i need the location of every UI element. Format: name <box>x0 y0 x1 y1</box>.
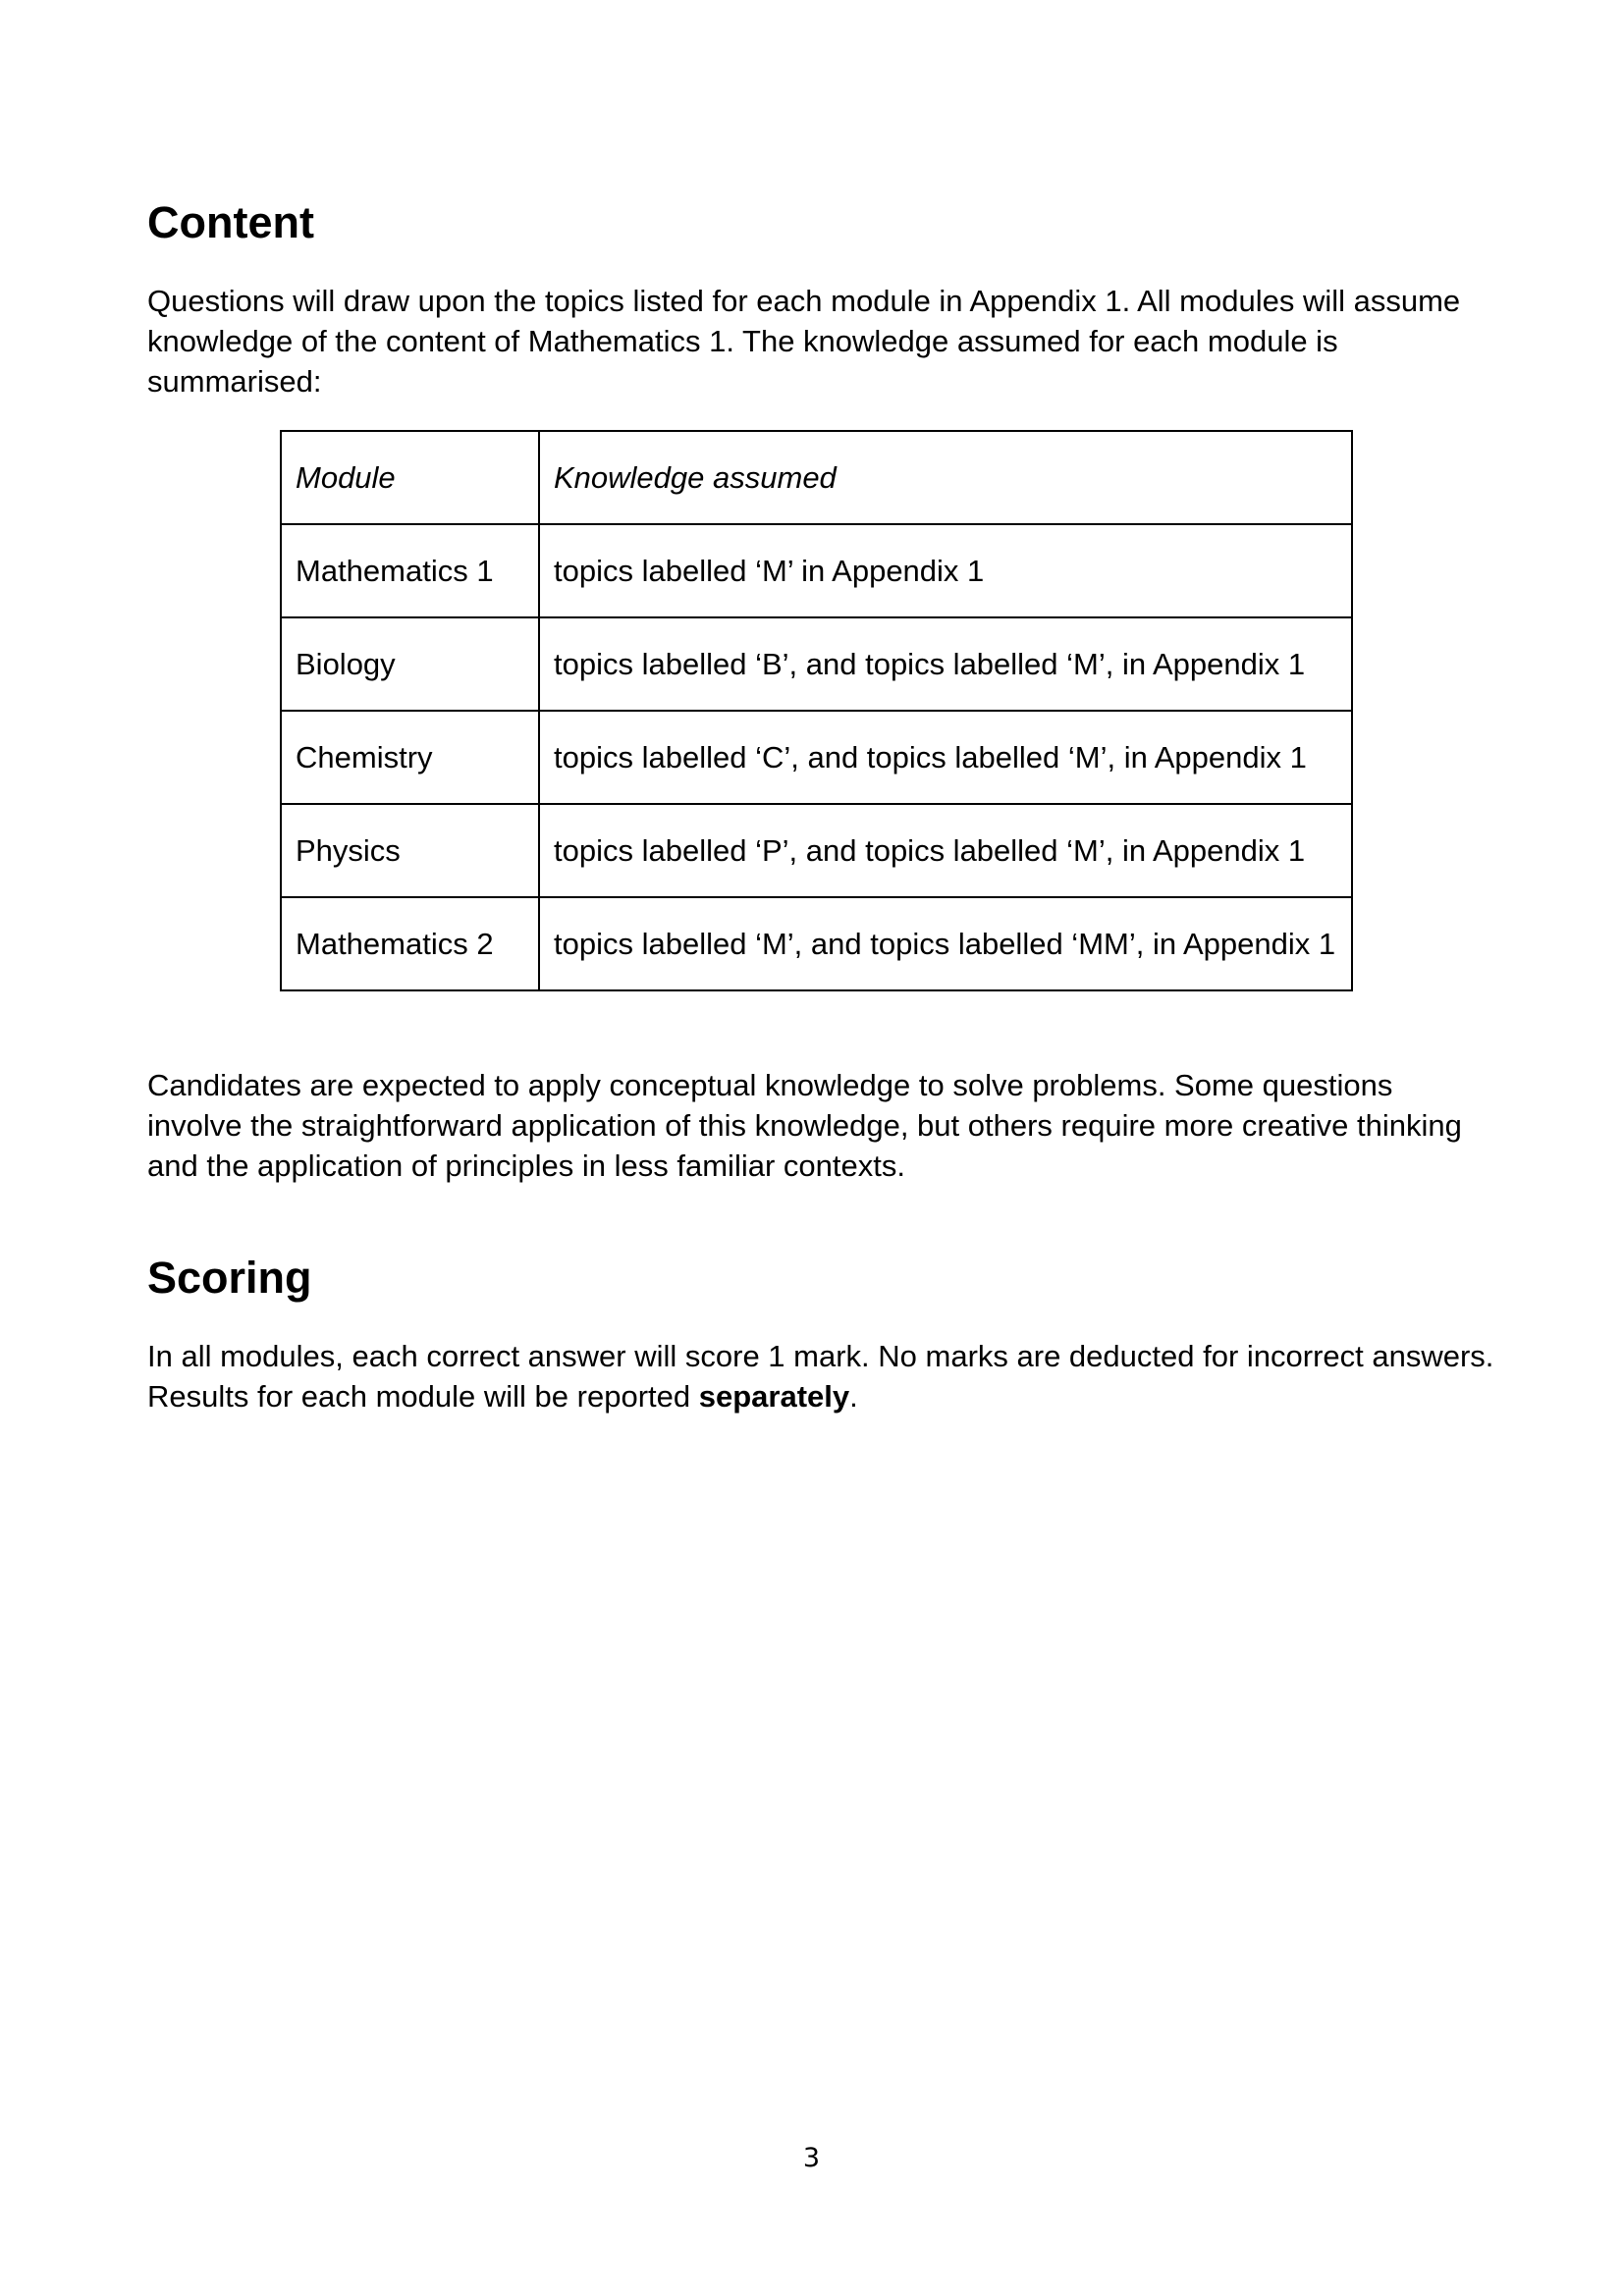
header-module: Module <box>281 431 539 524</box>
intro-line: knowledge of the content of Mathematics 1. The knowledge assumed for each module is <box>147 324 1338 358</box>
candidates-line: and the application of principles in less familiar contexts. <box>147 1148 905 1183</box>
scoring-line-prefix: Results for each module will be reported <box>147 1379 699 1414</box>
scoring-heading: Scoring <box>147 1253 312 1303</box>
knowledge-cell: topics labelled ‘M’, and topics labelled ‘MM’, in Appendix 1 <box>539 897 1352 990</box>
table-row <box>281 617 1352 711</box>
candidates-line: Candidates are expected to apply conceptual knowledge to solve problems. Some questions <box>147 1068 1393 1102</box>
table-row <box>281 897 1352 990</box>
knowledge-cell: topics labelled ‘P’, and topics labelled ‘M’, in Appendix 1 <box>539 804 1352 897</box>
page-number: 3 <box>802 2143 821 2173</box>
module-cell: Chemistry <box>281 711 539 804</box>
table-header-row <box>281 431 1352 524</box>
candidates-line: involve the straightforward application of this knowledge, but others require more creative thinking <box>147 1108 1462 1143</box>
scoring-emphasis: separately <box>698 1379 850 1414</box>
table-row <box>281 711 1352 804</box>
scoring-line <box>147 1376 1512 1416</box>
intro-line: Questions will draw upon the topics listed for each module in Appendix 1. All modules will assume <box>147 284 1461 318</box>
module-cell: Mathematics 1 <box>281 524 539 617</box>
scoring-paragraph <box>147 1336 1512 1416</box>
content-heading: Content <box>147 197 314 247</box>
module-knowledge-table <box>280 430 1353 991</box>
header-knowledge-assumed: Knowledge assumed <box>539 431 1352 524</box>
table-row <box>281 804 1352 897</box>
knowledge-cell: topics labelled ‘B’, and topics labelled ‘M’, in Appendix 1 <box>539 617 1352 711</box>
knowledge-cell: topics labelled ‘M’ in Appendix 1 <box>539 524 1352 617</box>
intro-paragraph <box>147 281 1512 401</box>
module-cell: Physics <box>281 804 539 897</box>
scoring-line: In all modules, each correct answer will score 1 mark. No marks are deducted for incorrect answers. <box>147 1339 1494 1373</box>
scoring-line-suffix: . <box>849 1379 858 1414</box>
candidates-paragraph <box>147 1065 1512 1186</box>
module-cell: Biology <box>281 617 539 711</box>
module-cell: Mathematics 2 <box>281 897 539 990</box>
knowledge-cell: topics labelled ‘C’, and topics labelled ‘M’, in Appendix 1 <box>539 711 1352 804</box>
table-row <box>281 524 1352 617</box>
intro-line: summarised: <box>147 364 322 399</box>
